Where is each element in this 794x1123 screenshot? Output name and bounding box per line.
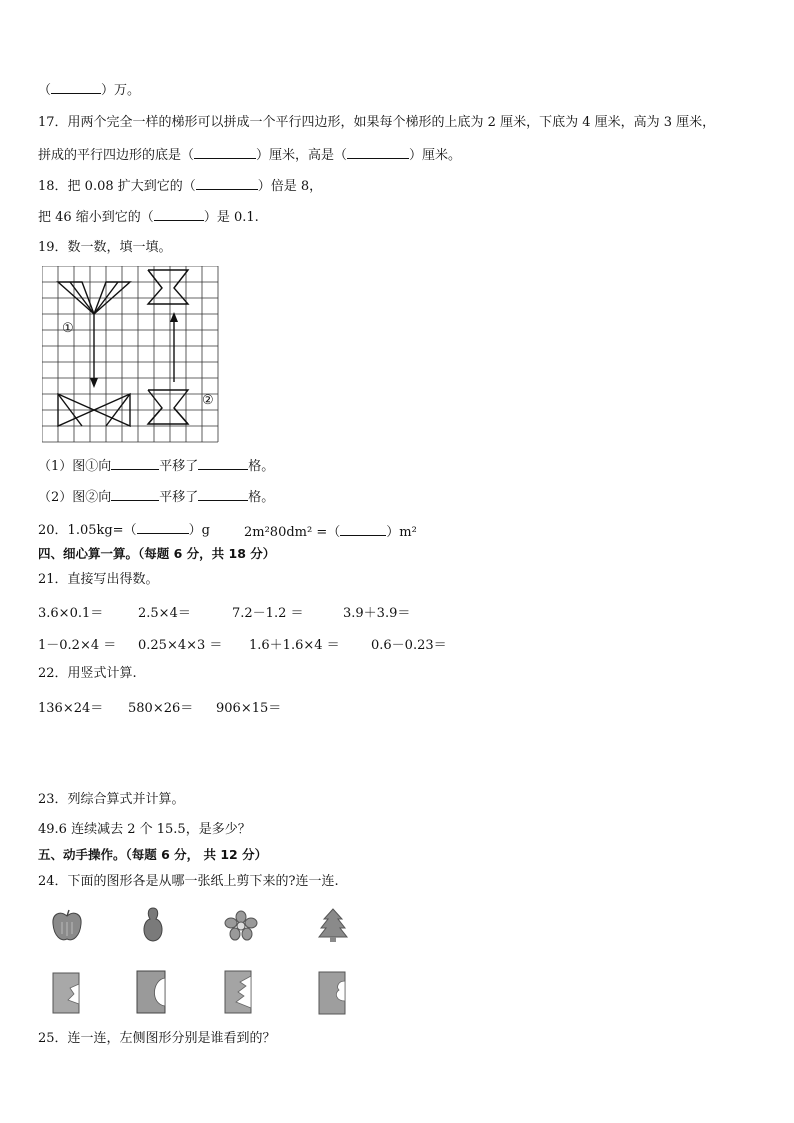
- q18-line1: 18．把 0.08 扩大到它的（ ）倍是 8，: [38, 179, 323, 194]
- q18-line2: 把 46 缩小到它的（ ）是 0.1.: [38, 210, 259, 225]
- blank[interactable]: [340, 523, 386, 536]
- q21-item: 1－0.2×4 ＝: [38, 638, 117, 653]
- q25-title: 25．连一连，左侧图形分别是谁看到的？: [38, 1031, 276, 1046]
- figure-label-2: ②: [202, 393, 214, 408]
- q21-item: 2.5×4＝: [138, 606, 191, 621]
- paper-with-cutout-4[interactable]: [318, 971, 346, 1015]
- blank[interactable]: [111, 488, 159, 501]
- q17-line2: 拼成的平行四边形的底是（ ）厘米，高是（ ）厘米。: [38, 148, 462, 163]
- gourd-shape-icon[interactable]: [137, 906, 169, 944]
- answer-line-wan: （ ）万。: [38, 83, 141, 98]
- blank[interactable]: [137, 521, 189, 534]
- q22-item: 906×15＝: [216, 701, 282, 716]
- translation-grid-figure: [42, 266, 220, 444]
- q22-item: 580×26＝: [128, 701, 194, 716]
- flower-shape-icon[interactable]: [223, 910, 259, 942]
- q19-title: 19．数一数，填一填。: [38, 240, 172, 255]
- q19-part1: （1）图①向 平移了 格。: [38, 459, 275, 474]
- q21-item: 0.6－0.23＝: [371, 638, 447, 653]
- apple-shape-icon[interactable]: [50, 908, 84, 944]
- q19-part2: （2）图②向 平移了 格。: [38, 490, 275, 505]
- blank[interactable]: [51, 81, 101, 94]
- arrow-up-icon: [170, 312, 178, 382]
- q23-text: 49.6 连续减去 2 个 15.5，是多少？: [38, 822, 251, 837]
- q21-item: 0.25×4×3 ＝: [138, 638, 223, 653]
- q24-title: 24．下面的图形各是从哪一张纸上剪下来的?连一连.: [38, 874, 339, 889]
- q22-title: 22．用竖式计算.: [38, 666, 137, 681]
- q20-part-b: 2m²80dm² =（ ）m²: [244, 525, 417, 540]
- paper-with-cutout-3[interactable]: [224, 970, 252, 1014]
- q21-item: 7.2－1.2 ＝: [232, 606, 304, 621]
- blank[interactable]: [198, 488, 248, 501]
- q22-item: 136×24＝: [38, 701, 104, 716]
- section-4-heading: 四、细心算一算。（每题 6 分，共 18 分）: [38, 546, 276, 561]
- q21-item: 1.6＋1.6×4 ＝: [249, 638, 340, 653]
- q21-item: 3.9＋3.9＝: [343, 606, 411, 621]
- q21-title: 21．直接写出得数。: [38, 572, 159, 587]
- figure-label-1: ①: [62, 321, 74, 336]
- q23-title: 23．列综合算式并计算。: [38, 792, 185, 807]
- arrow-down-icon: [90, 314, 98, 388]
- paper-with-cutout-2[interactable]: [136, 970, 166, 1014]
- blank[interactable]: [111, 457, 159, 470]
- paper-with-cutout-1[interactable]: [52, 972, 80, 1014]
- tree-shape-icon[interactable]: [316, 907, 350, 943]
- blank[interactable]: [194, 146, 256, 159]
- blank[interactable]: [196, 177, 258, 190]
- section-5-heading: 五、动手操作。（每题 6 分， 共 12 分）: [38, 847, 268, 862]
- q21-item: 3.6×0.1＝: [38, 606, 104, 621]
- q20-line: 20．1.05kg=（ ）g: [38, 523, 210, 538]
- blank[interactable]: [198, 457, 248, 470]
- blank[interactable]: [154, 208, 204, 221]
- q17-line1: 17．用两个完全一样的梯形可以拼成一个平行四边形，如果每个梯形的上底为 2 厘米，下底为 4 厘米，高为 3 厘米，: [38, 115, 716, 130]
- grid-svg: [42, 266, 220, 444]
- blank[interactable]: [347, 146, 409, 159]
